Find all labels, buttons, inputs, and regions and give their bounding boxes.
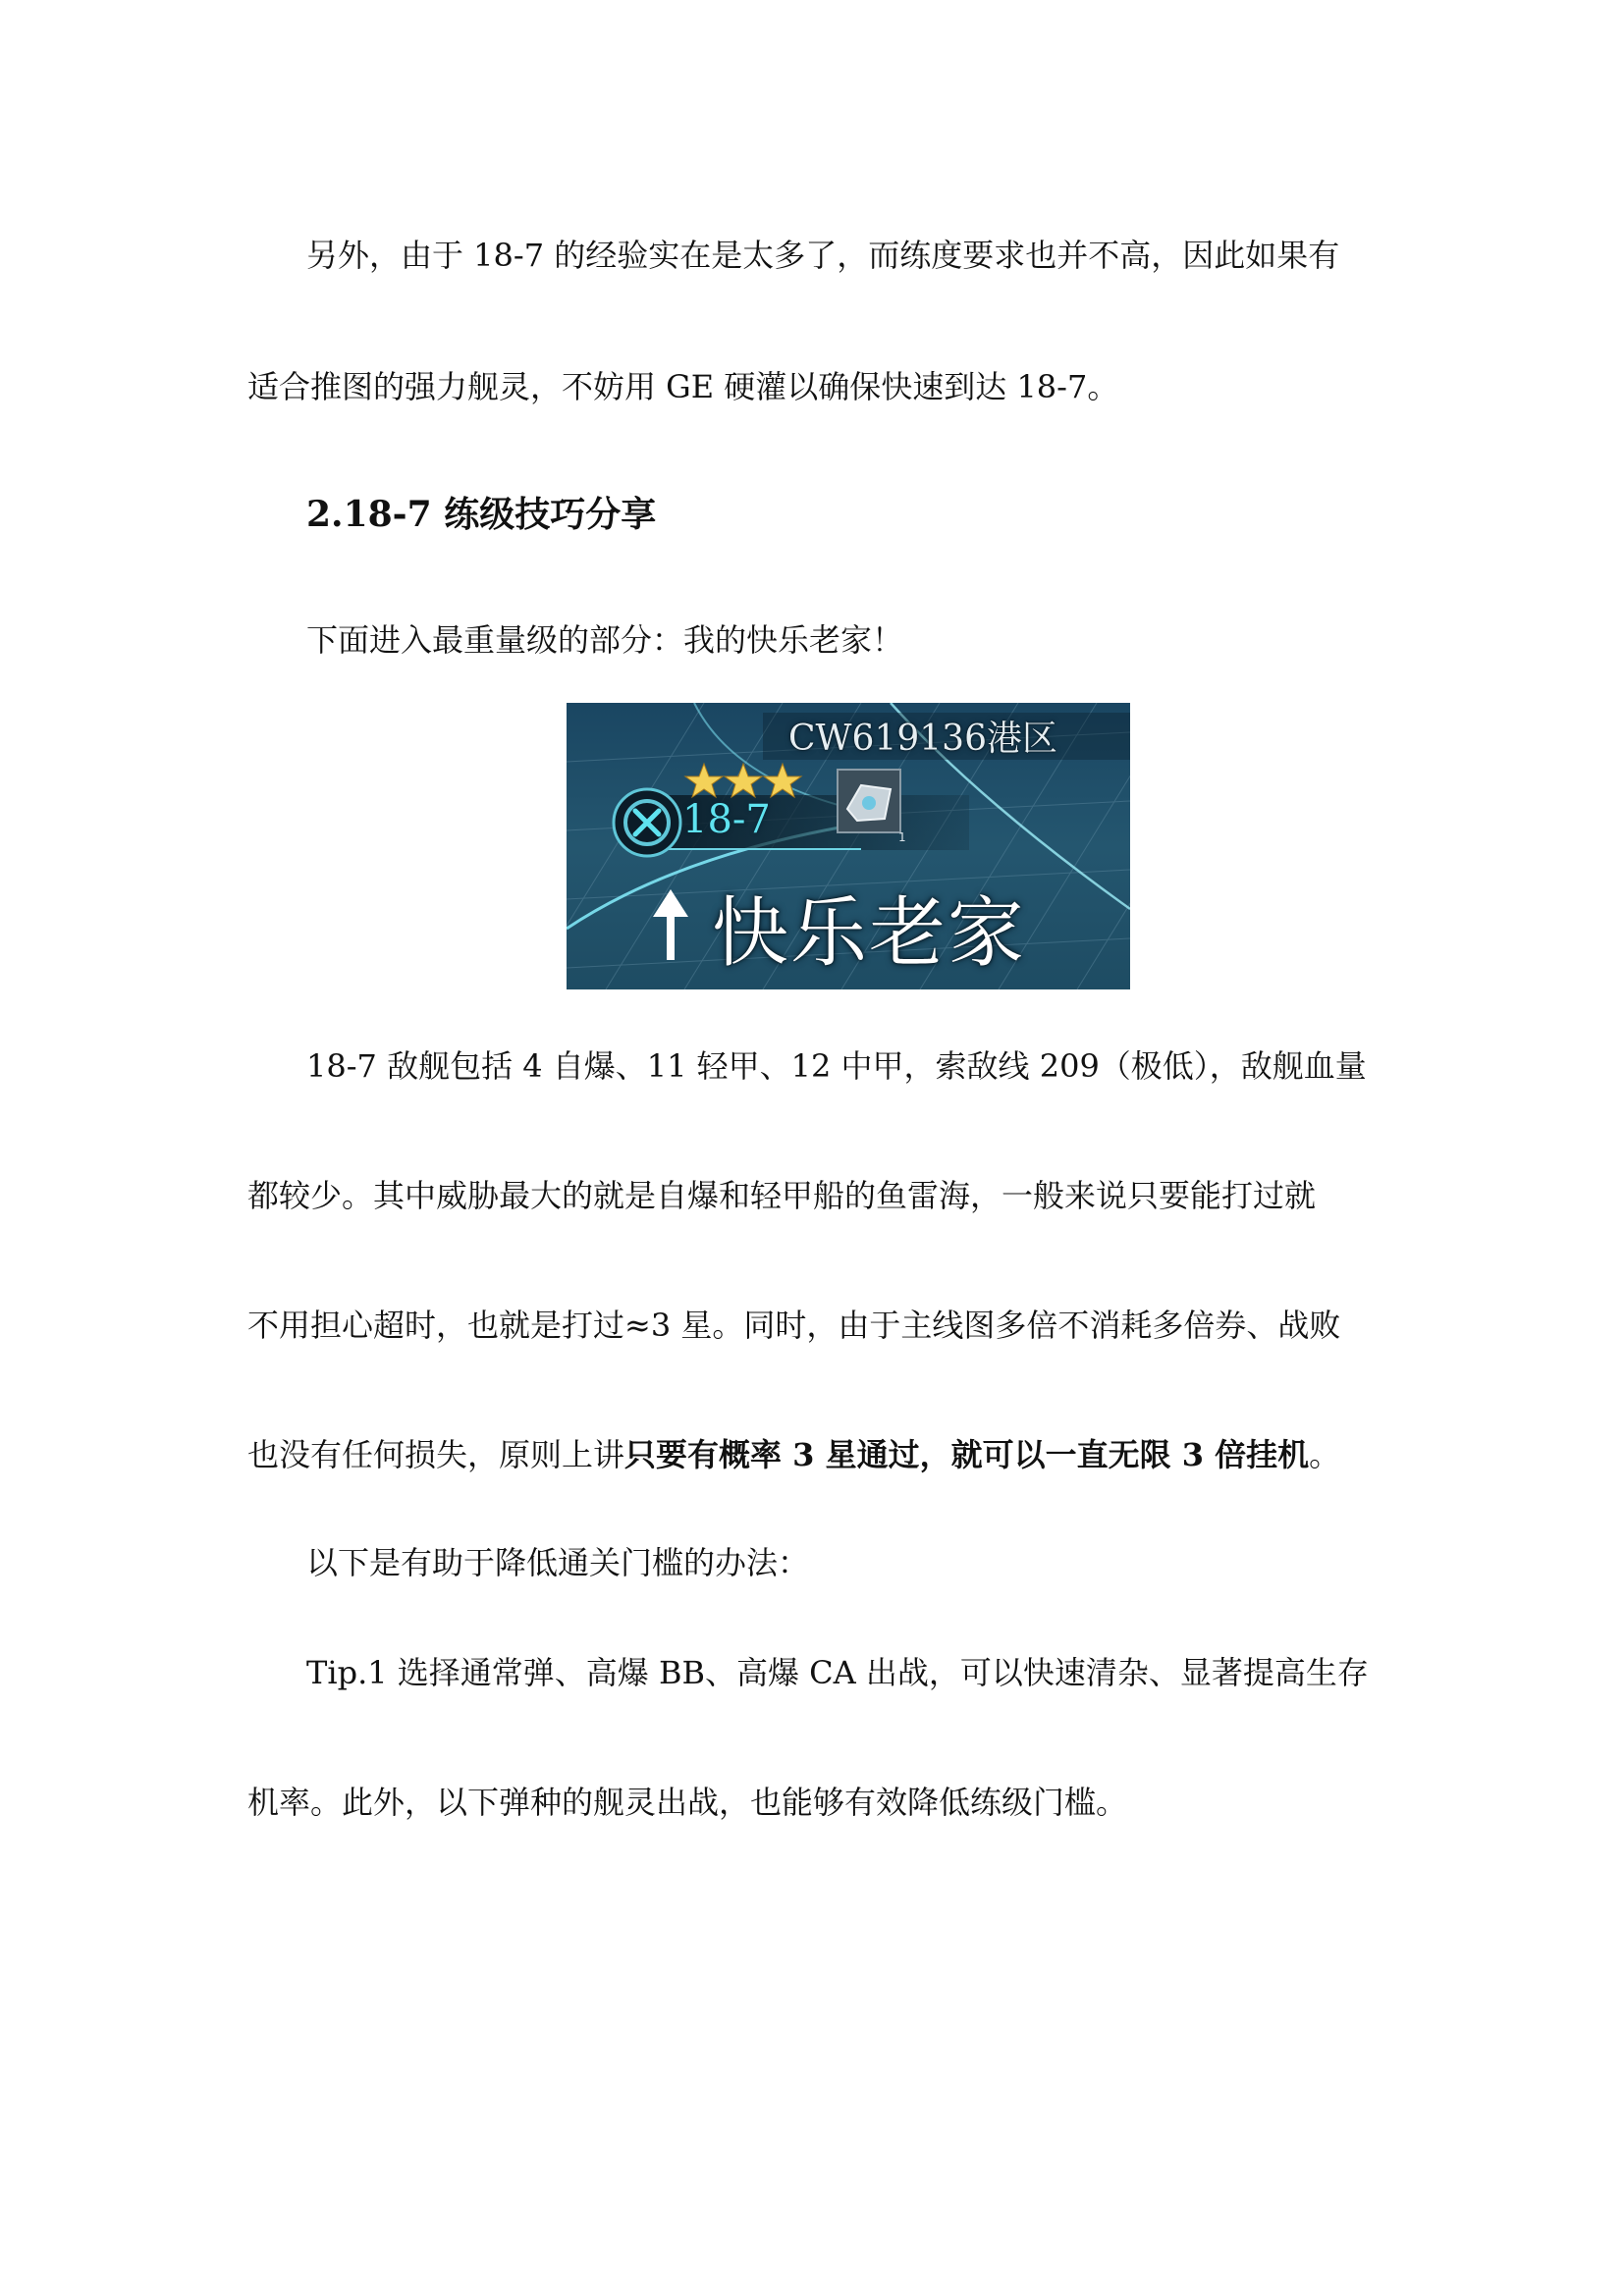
paragraph-line: 不用担心超时，也就是打过≈3 星。同时，由于主线图多倍不消耗多倍券、战败 [247,1307,1341,1344]
paragraph-line: 都较少。其中威胁最大的就是自爆和轻甲船的鱼雷海，一般来说只要能打过就 [247,1177,1317,1214]
item-icon [838,770,900,832]
paragraph-line: 机率。此外，以下弹种的舰灵出战，也能够有效降低练级门槛。 [247,1784,1128,1821]
text-end: 。 [1309,1436,1341,1473]
paragraph-line: 以下是有助于降低通关门槛的办法： [306,1544,810,1581]
paragraph-line [247,1433,1386,1476]
paragraph-line: Tip.1 选择通常弹、高爆 BB、高爆 CA 出战，可以快速清杂、显著提高生存 [306,1654,1369,1691]
paragraph-line: 下面进入最重量级的部分：我的快乐老家！ [306,621,904,659]
item-count: 1 [898,830,906,844]
text-emphasis: 只要有概率 3 星通过，就可以一直无限 3 倍挂机 [624,1436,1310,1473]
paragraph-line: 18-7 敌舰包括 4 自爆、11 轻甲、12 中甲，索敌线 209（极低），敌舰血量 [306,1047,1367,1085]
game-map-screenshot [567,703,1130,989]
home-label: 快乐老家 [712,889,1027,978]
text-normal: 也没有任何损失，原则上讲 [247,1436,625,1473]
paragraph-line: 适合推图的强力舰灵，不妨用 GE 硬灌以确保快速到达 18-7。 [247,368,1119,405]
stage-number: 18-7 [682,797,771,842]
section-heading: 2.18-7 练级技巧分享 [306,494,657,535]
map-label: CW619136港区 [788,719,1057,759]
paragraph-line: 另外，由于 18-7 的经验实在是太多了，而练度要求也并不高，因此如果有 [306,237,1340,274]
